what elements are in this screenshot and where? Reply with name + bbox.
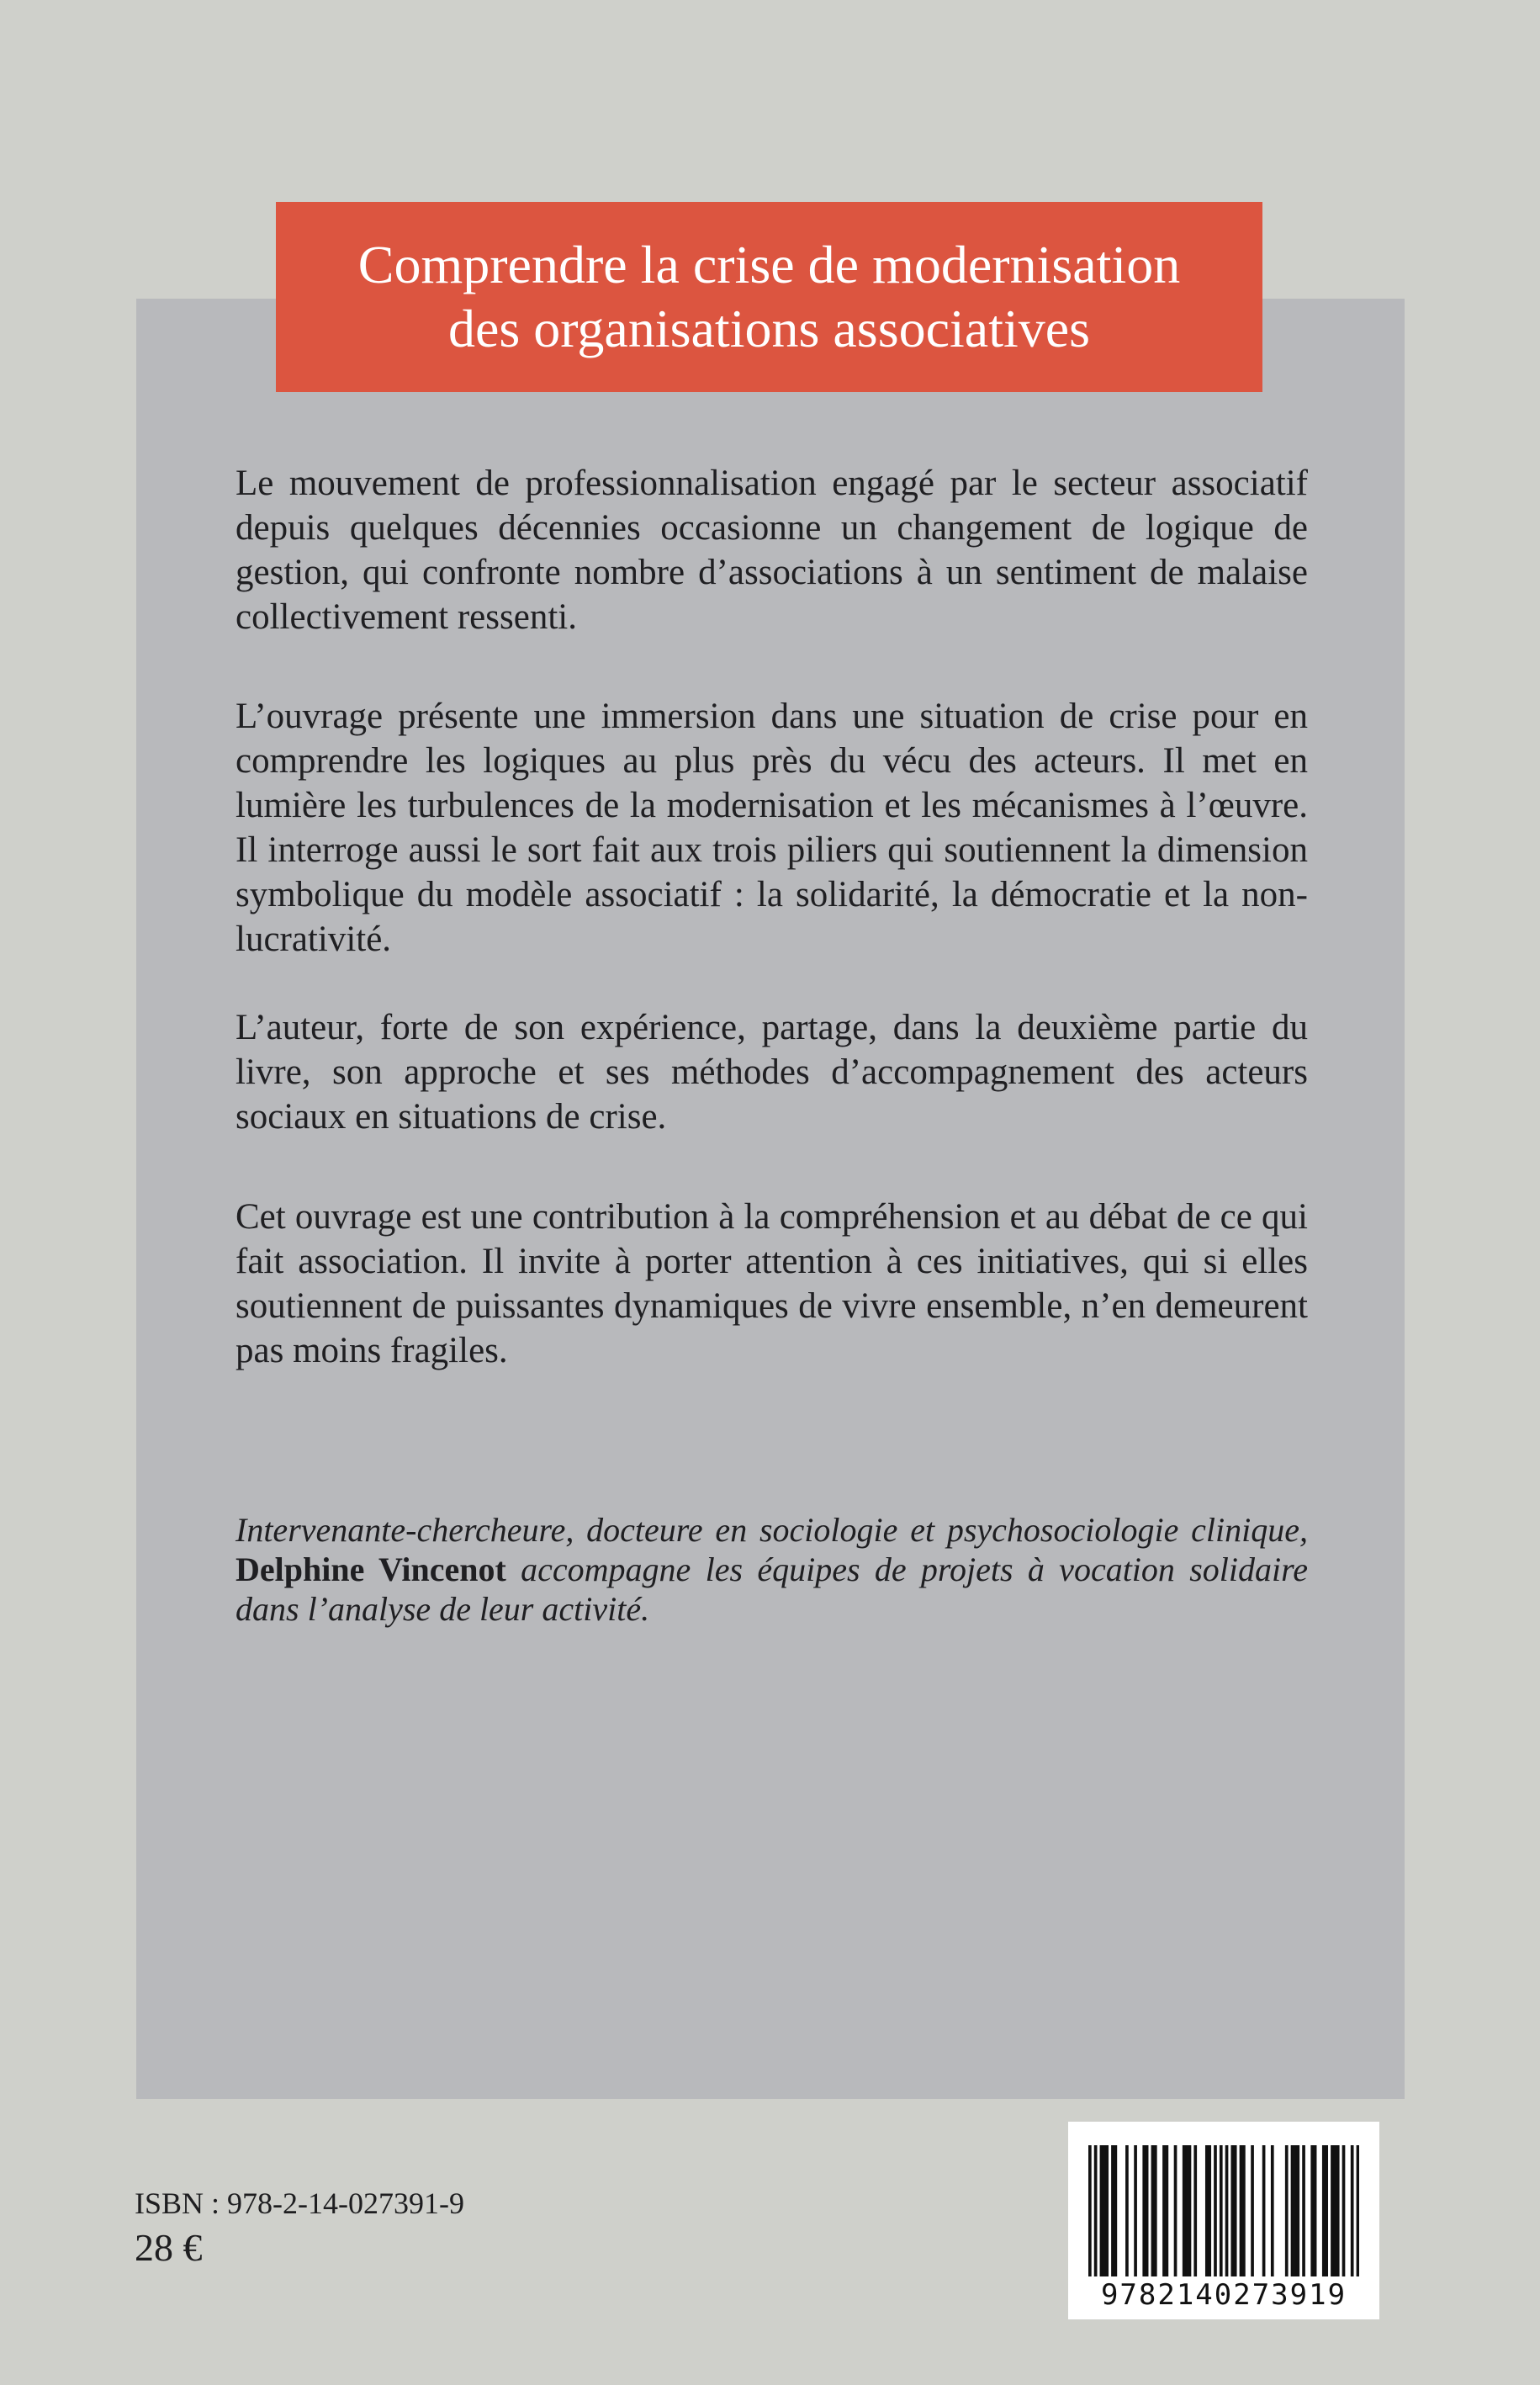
barcode-bar — [1262, 2145, 1266, 2276]
paragraph-1 — [235, 461, 1308, 639]
barcode-bar — [1142, 2145, 1146, 2276]
barcode-bar — [1134, 2145, 1137, 2276]
title-line-2: des organisations associatives — [447, 299, 1091, 358]
barcode-bar — [1220, 2145, 1223, 2276]
barcode-bar — [1230, 2145, 1234, 2276]
paragraph-2 — [235, 694, 1308, 962]
barcode-bar — [1351, 2145, 1354, 2276]
barcode-bar — [1342, 2145, 1346, 2276]
barcode-bar — [1205, 2145, 1209, 2276]
barcode-bar — [1271, 2145, 1274, 2276]
barcode-bar — [1114, 2145, 1118, 2276]
barcode-bar — [1151, 2145, 1155, 2276]
barcode-bar — [1225, 2145, 1229, 2276]
bio-text-after: accompagne les équipes de projets à vocation solidaire dans l’analyse de leur activité. — [235, 1550, 1308, 1628]
paragraph-text: Cet ouvrage est une contribution à la compréhension et au débat de ce qui fait association. Il invite à porter attention à ces initiatives, qui si elles soutiennent de puissantes dynamiques de vivre ensemble, n’en demeurent pas moins fragiles. — [235, 1197, 1308, 1370]
barcode-bar — [1111, 2145, 1114, 2276]
barcode-bar — [1333, 2145, 1336, 2276]
barcode-bar — [1331, 2145, 1334, 2276]
barcode-bar — [1188, 2145, 1192, 2276]
barcode-bar — [1166, 2145, 1169, 2276]
barcode-bar — [1325, 2145, 1328, 2276]
barcode-bar — [1154, 2145, 1157, 2276]
bio-text-before: Intervenante-chercheure, docteure en sociologie et psychosociologie clinique, — [235, 1511, 1308, 1549]
author-name: Delphine Vincenot — [235, 1550, 506, 1588]
barcode-bar — [1302, 2145, 1305, 2276]
barcode-bar — [1193, 2145, 1197, 2276]
barcode-bar — [1322, 2145, 1326, 2276]
paragraph-4 — [235, 1195, 1308, 1373]
barcode-bar — [1094, 2145, 1098, 2276]
barcode-bar — [1125, 2145, 1129, 2276]
barcode-bar — [1240, 2145, 1243, 2276]
barcode-bar — [1310, 2145, 1314, 2276]
barcode-bar — [1294, 2145, 1297, 2276]
barcode-bar — [1103, 2145, 1106, 2276]
barcode-bar — [1100, 2145, 1103, 2276]
title-banner — [276, 202, 1262, 392]
paragraph-text: L’auteur, forte de son expérience, partage, dans la deuxième partie du livre, son approche et ses méthodes d’accompagnement des acteurs sociaux en situations de crise. — [235, 1008, 1308, 1137]
barcode-bar — [1208, 2145, 1211, 2276]
barcode-bar — [1357, 2145, 1359, 2276]
barcode-bar — [1162, 2145, 1166, 2276]
barcode-bar — [1296, 2145, 1299, 2276]
barcode-bar — [1291, 2145, 1294, 2276]
barcode-bar — [1336, 2145, 1340, 2276]
barcode-bar — [1214, 2145, 1217, 2276]
barcode-bar — [1105, 2145, 1109, 2276]
barcode-bar — [1285, 2145, 1289, 2276]
author-bio — [235, 1510, 1308, 1629]
barcode-number: 9782140273919 — [1100, 2278, 1347, 2312]
barcode — [1068, 2122, 1379, 2319]
price: 28 € — [135, 2226, 203, 2269]
barcode-bar — [1251, 2145, 1254, 2276]
barcode-bar — [1146, 2145, 1149, 2276]
barcode-bar — [1183, 2145, 1186, 2276]
barcode-bar — [1185, 2145, 1188, 2276]
paragraph-3 — [235, 1005, 1308, 1139]
barcode-bar — [1314, 2145, 1317, 2276]
title-line-1: Comprendre la crise de modernisation — [357, 235, 1181, 294]
barcode-bar — [1234, 2145, 1237, 2276]
paragraph-text: L’ouvrage présente une immersion dans une situation de crise pour en comprendre les logiques au plus près du vécu des acteurs. Il met en lumière les turbulences de la modernisation et les mécanismes à l’œuvre. Il interroge aussi le sort fait aux trois piliers qui soutiennent la dimension symbolique du modèle associatif : la solidarité, la démocratie et la non-lucrativité. — [235, 697, 1308, 959]
paragraph-text: Le mouvement de professionnalisation engagé par le secteur associatif depuis quelques décennies occasionne un changement de logique de gestion, qui confronte nombre d’associations à un sentiment de malaise collectivement ressenti. — [235, 464, 1308, 637]
barcode-bar — [1242, 2145, 1246, 2276]
barcode-bar — [1088, 2145, 1092, 2276]
barcode-bar — [1174, 2145, 1177, 2276]
barcode-bars-icon — [1088, 2145, 1359, 2276]
isbn: ISBN : 978-2-14-027391-9 — [135, 2186, 464, 2220]
